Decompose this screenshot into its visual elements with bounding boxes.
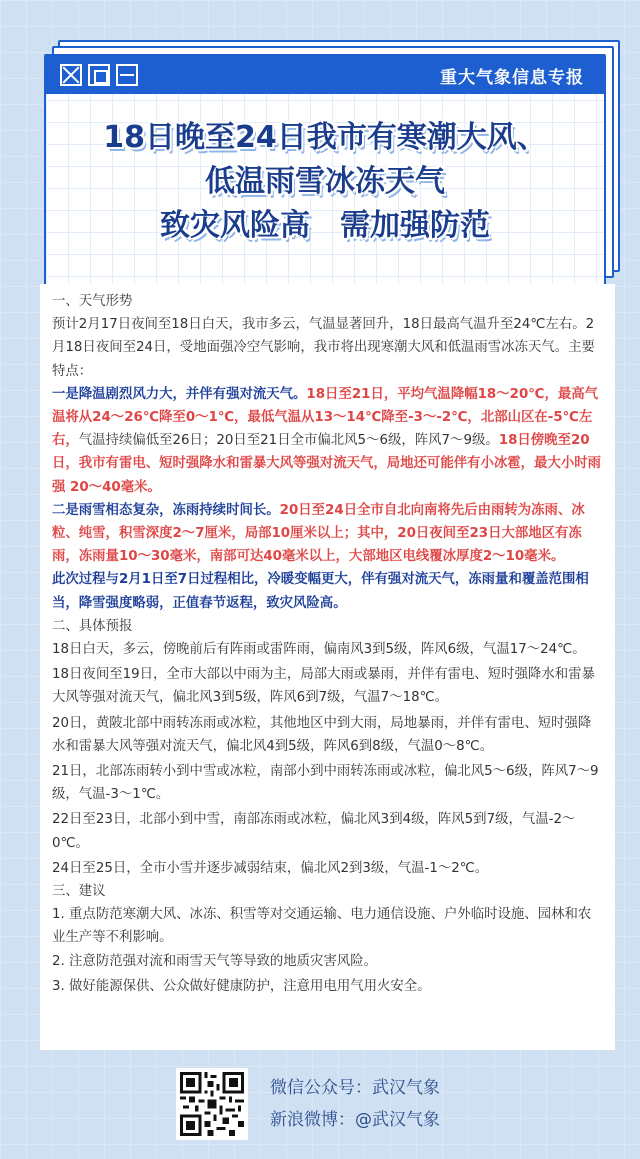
forecast-item: 18日白天，多云，傍晚前后有阵雨或雷阵雨，偏南风3到5级，阵风6级，气温17～24℃。 (52, 642, 586, 658)
feature-1 (52, 383, 603, 499)
feature-2 (52, 499, 603, 569)
advice-item: 2. 注意防范强对流和雨雪天气等导致的地质灾害风险。 (52, 953, 378, 969)
bulletin-type-title: 重大气象信息专报 (440, 67, 584, 88)
bulletin-body (40, 284, 615, 1050)
header-bar (46, 56, 604, 94)
wechat-account: 微信公众号：武汉气象 (270, 1078, 440, 1098)
close-window-icon (60, 64, 82, 86)
header-card (44, 54, 606, 286)
feature-2-lead: 二是雨雪相态复杂，冻雨持续时间长。 (52, 502, 280, 518)
forecast-item: 21日，北部冻雨转小到中雪或冰粒，南部小到中雨转冻雨或冰粒，偏北风5～6级，阵风7～9级，气温-3～1℃。 (52, 764, 599, 803)
advice-item: 3. 做好能源保供、公众做好健康防护，注意用电用气用火安全。 (52, 978, 431, 994)
feature-1-lead: 一是降温剧烈风力大，并伴有强对流天气。 (52, 386, 307, 402)
headline-line-3: 致灾风险高 需加强防范 (160, 208, 490, 243)
feature-1-alert-2: 18日傍晚至20日，我市有雷电、短时强降水和雷暴大风等强对流天气，局地还可能伴有小冰雹，最大小时雨强 20～40毫米。 (52, 433, 602, 495)
weibo-account: 新浪微博：@武汉气象 (270, 1110, 440, 1130)
forecast-item: 20日，黄陂北部中雨转冻雨或冰粒，其他地区中到大雨，局地暴雨，并伴有雷电、短时强降水和雷暴大风等强对流天气，偏北风4到5级，阵风6到8级，气温0～8℃。 (52, 715, 592, 754)
section-title-situation: 一、天气形势 (52, 294, 133, 309)
section-title-forecast: 二、具体预报 (52, 618, 133, 634)
headline (46, 94, 604, 248)
advice-item: 1. 重点防范寒潮大风、冰冻、积雪等对交通运输、电力通信设施、户外临时设施、园林和农业生产等不利影响。 (52, 907, 592, 946)
forecast-item: 22日至23日，北部小到中雪，南部冻雨或冰粒，偏北风3到4级，阵风5到7级，气温-2～0℃。 (52, 812, 576, 851)
qr-code-icon[interactable] (176, 1068, 248, 1140)
headline-line-2: 低温雨雪冰冻天气 (205, 164, 445, 199)
social-accounts (270, 1072, 440, 1136)
section-title-advice: 三、建议 (52, 884, 106, 900)
feature-1-alert-1: 18日至21日，平均气温降幅18～20℃，最高气温将从24～26℃降至0～1℃，最低气温从13～14℃降至-3～-2℃，北部山区在-5℃左右， (52, 386, 599, 449)
situation-intro: 预计2月17日夜间至18日白天，我市多云，气温显著回升，18日最高气温升至24℃左右。2月18日夜间至24日，受地面强冷空气影响，我市将出现寒潮大风和低温雨雪冰冻天气。主要特点： (52, 317, 595, 379)
forecast-item: 24日至25日，全市小雪并逐步减弱结束，偏北风2到3级，气温-1～2℃。 (52, 860, 489, 876)
headline-line-1: 18日晚至24日我市有寒潮大风、 (103, 120, 547, 155)
copy-window-icon (88, 64, 110, 86)
minimize-window-icon (116, 64, 138, 86)
feature-1-detail: 气温持续偏低至26日；20日至21日全市偏北风5～6级，阵风7～9级。 (78, 433, 499, 449)
comparison-summary: 此次过程与2月1日至7日过程相比，冷暖变幅更大，伴有强对流天气，冻雨量和覆盖范围相当，降雪强度略弱，正值春节返程，致灾风险高。 (52, 572, 589, 611)
window-controls (60, 64, 138, 86)
feature-2-alert: 20日至24日全市自北向南将先后由雨转为冻雨、冰粒、纯雪，积雪深度2～7厘米，局部10厘米以上；其中，20日夜间至23日大部地区有冻雨，冻雨量10～30毫米，南部可达40毫米以上，大部地区电线覆冰厚度2～10毫米。 (52, 502, 585, 565)
forecast-item: 18日夜间至19日，全市大部以中雨为主，局部大雨或暴雨，并伴有雷电、短时强降水和雷暴大风等强对流天气，偏北风3到5级，阵风6到7级，气温7～18℃。 (52, 667, 595, 706)
footer (176, 1064, 516, 1144)
